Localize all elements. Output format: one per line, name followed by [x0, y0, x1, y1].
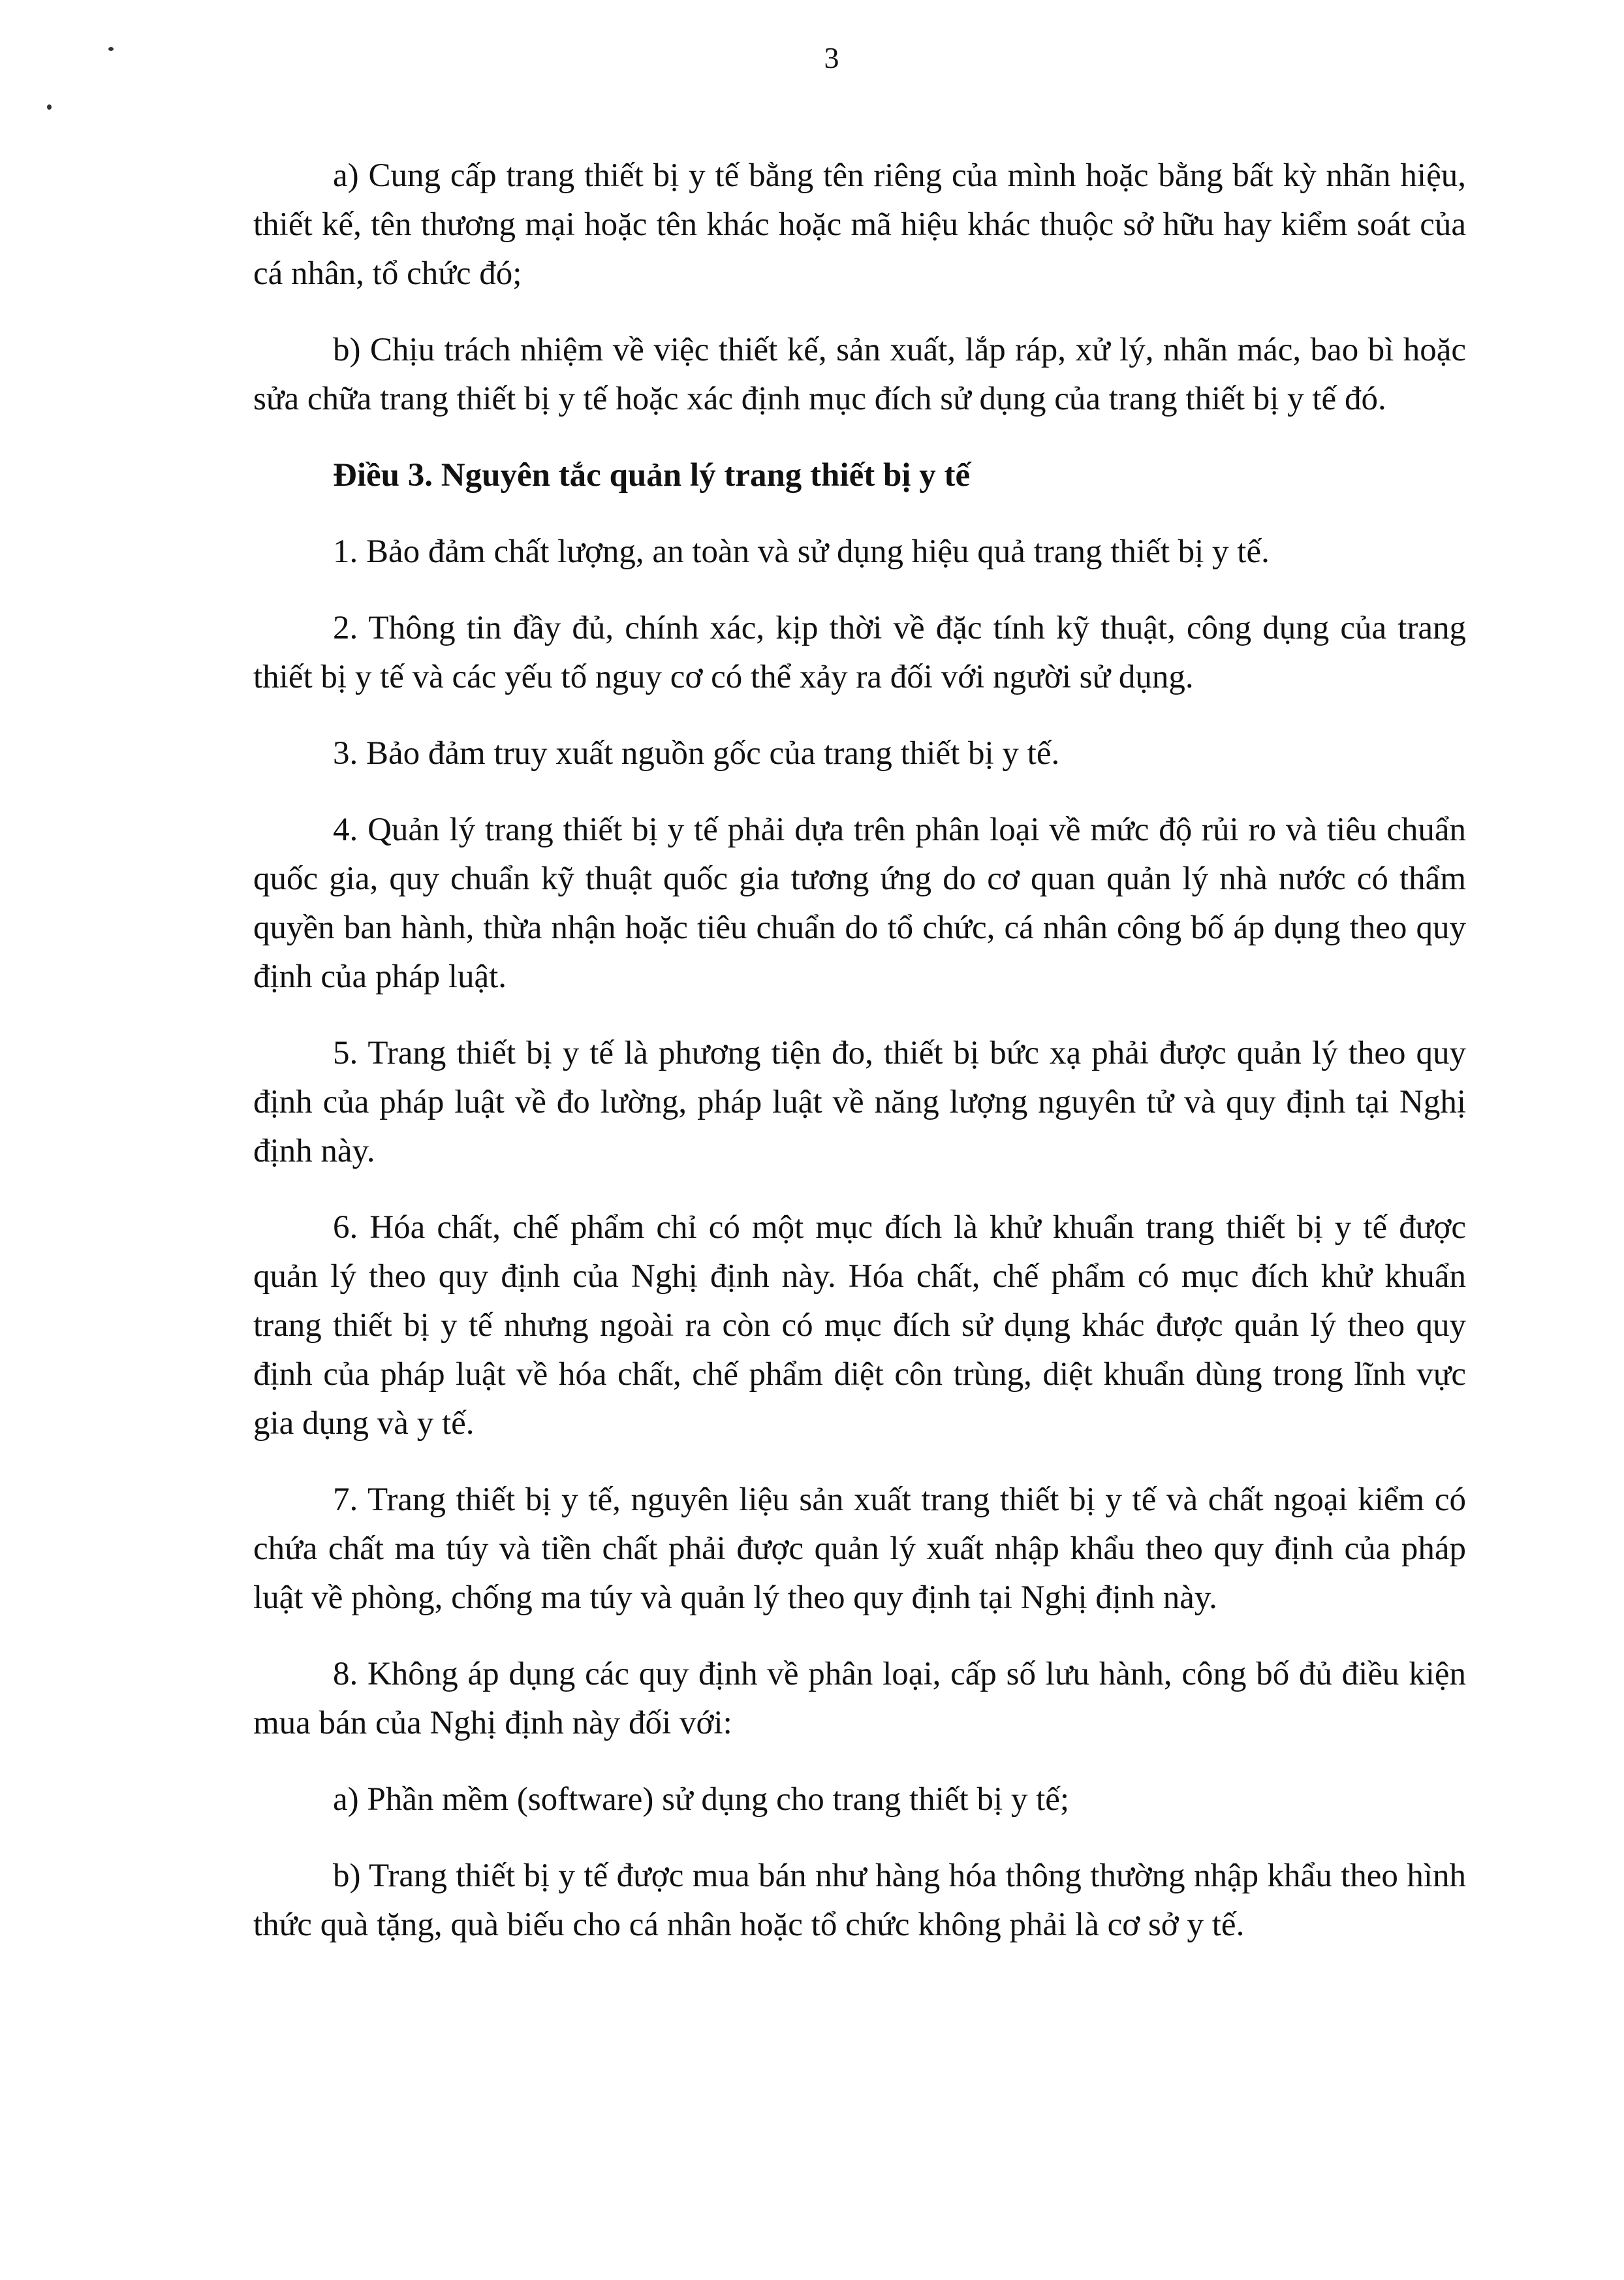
paragraph-item-8a: a) Phần mềm (software) sử dụng cho trang thiết bị y tế; — [333, 1781, 1070, 1818]
paragraph-item-4: 4. Quản lý trang thiết bị y tế phải dựa trên phân loại về mức độ rủi ro và tiêu chuẩn quốc gia, quy chuẩn kỹ thuật quốc gia tương ứng do cơ quan quản lý nhà nước có thẩm quyền ban hành, thừa nhận hoặc tiêu chuẩn do tổ chức, cá nhân công bố áp dụng theo quy định của pháp luật. — [253, 812, 1466, 995]
paragraph-item-8: 8. Không áp dụng các quy định về phân loại, cấp số lưu hành, công bố đủ điều kiện mua bán của Nghị định này đối với: — [253, 1656, 1466, 1741]
paragraph-clause-a: a) Cung cấp trang thiết bị y tế bằng tên riêng của mình hoặc bằng bất kỳ nhãn hiệu, thiết kế, tên thương mại hoặc tên khác hoặc mã hiệu khác thuộc sở hữu hay kiểm soát của cá nhân, tổ chức đó; — [253, 157, 1466, 292]
paragraph-item-2: 2. Thông tin đầy đủ, chính xác, kịp thời về đặc tính kỹ thuật, công dụng của trang thiết bị y tế và các yếu tố nguy cơ có thể xảy ra đối với người sử dụng. — [253, 610, 1466, 695]
paragraph-item-3: 3. Bảo đảm truy xuất nguồn gốc của trang thiết bị y tế. — [333, 735, 1060, 772]
paragraph-item-8b: b) Trang thiết bị y tế được mua bán như hàng hóa thông thường nhập khẩu theo hình thức quà tặng, quà biếu cho cá nhân hoặc tổ chức không phải là cơ sở y tế. — [253, 1858, 1466, 1943]
article-3-heading: Điều 3. Nguyên tắc quản lý trang thiết bị y tế — [333, 457, 971, 494]
paragraph-item-6: 6. Hóa chất, chế phẩm chỉ có một mục đích là khử khuẩn trang thiết bị y tế được quản lý theo quy định của Nghị định này. Hóa chất, chế phẩm có mục đích khử khuẩn trang thiết bị y tế nhưng ngoài ra còn có mục đích sử dụng khác được quản lý theo quy định của pháp luật về hóa chất, chế phẩm diệt côn trùng, diệt khuẩn dùng trong lĩnh vực gia dụng và y tế. — [253, 1209, 1466, 1442]
scan-speck — [47, 104, 52, 110]
paragraph-item-7: 7. Trang thiết bị y tế, nguyên liệu sản xuất trang thiết bị y tế và chất ngoại kiểm có chứa chất ma túy và tiền chất phải được quản lý xuất nhập khẩu theo quy định của pháp luật về phòng, chống ma túy và quản lý theo quy định tại Nghị định này. — [253, 1481, 1466, 1616]
document-body — [253, 151, 1466, 1977]
paragraph-clause-b: b) Chịu trách nhiệm về việc thiết kế, sản xuất, lắp ráp, xử lý, nhãn mác, bao bì hoặc sửa chữa trang thiết bị y tế hoặc xác định mục đích sử dụng của trang thiết bị y tế đó. — [253, 332, 1466, 417]
page-number: 3 — [824, 41, 839, 74]
paragraph-item-1: 1. Bảo đảm chất lượng, an toàn và sử dụng hiệu quả trang thiết bị y tế. — [333, 533, 1270, 570]
paragraph-item-5: 5. Trang thiết bị y tế là phương tiện đo, thiết bị bức xạ phải được quản lý theo quy định của pháp luật về đo lường, pháp luật về năng lượng nguyên tử và quy định tại Nghị định này. — [253, 1035, 1466, 1169]
